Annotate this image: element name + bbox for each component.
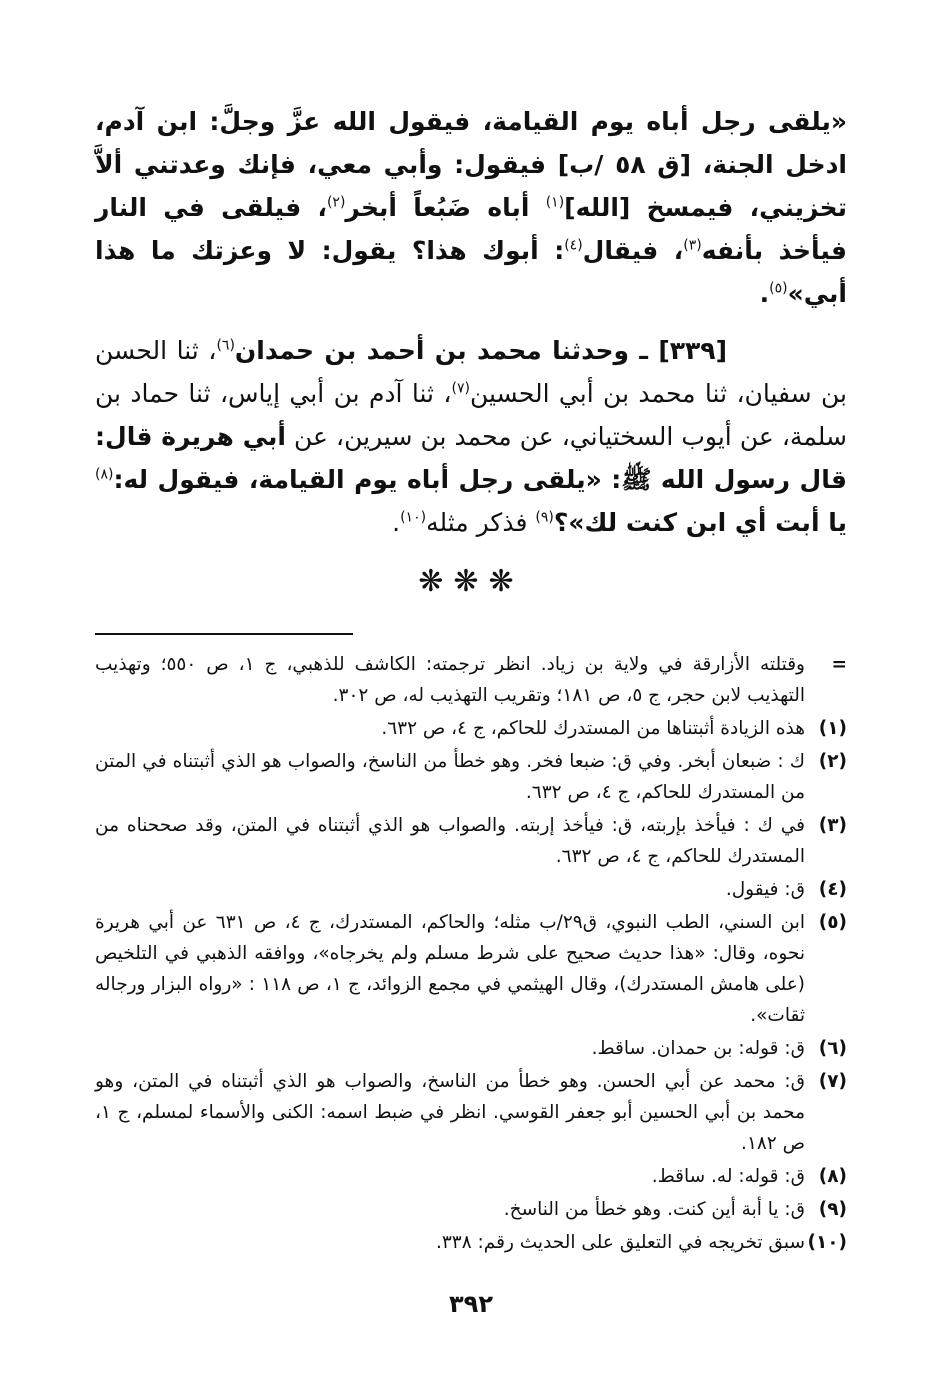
footnote-ref-5[interactable]: (٥) bbox=[769, 280, 788, 297]
text-segment: ، ثنا الحسن بن سفيان، ثنا محمد بن أبي الحسين bbox=[95, 336, 848, 408]
footnote-text: في ك : فيأخذ بإربته، ق: فيأخذ إربته. والصواب هو الذي أثبتناه في المتن، وقد صححناه من المستدرك للحاكم، ج ٤، ص ٦٣٢. bbox=[95, 815, 805, 867]
footnote-text: ك : ضبعان أبخر. وفي ق: ضبعا فخر. وهو خطأ من الناسخ، والصواب هو الذي أثبتناه في المتن من المستدرك للحاكم، ج ٤، ص ٦٣٢. bbox=[95, 751, 805, 803]
footnote-item bbox=[95, 713, 847, 744]
text-segment: ، فيلقى في النار فيأخذ بأنفه bbox=[95, 193, 847, 265]
footnote-item bbox=[95, 1194, 847, 1225]
footnote-text: ق: قوله: له. ساقط. bbox=[651, 1166, 805, 1187]
text-segment: «يلقى رجل أباه يوم القيامة، فيقول الله عزَّ وجلَّ: ابن آدم، ادخل الجنة، [ق ٥٨ /ب] فيقول: وأبي معي، فإنك وعدتني ألاَّ تخزيني، فيمسخ [الله] bbox=[95, 107, 847, 222]
text-segment: أباه ضَبُعاً أبخر bbox=[345, 193, 546, 222]
footnote-text: ق: يا أبة أين كنت. وهو خطأ من الناسخ. bbox=[503, 1199, 805, 1220]
footnote-ref-1[interactable]: (١) bbox=[545, 194, 565, 211]
footnote-number: (٧) bbox=[818, 1071, 847, 1092]
footnote-ref-6[interactable]: (٦) bbox=[216, 337, 235, 354]
text-segment: ، فيقال bbox=[582, 236, 684, 265]
footnote-item bbox=[95, 1161, 847, 1192]
book-page bbox=[95, 100, 847, 1350]
page-number: ٣٩٢ bbox=[449, 1290, 493, 1318]
footnote-item bbox=[95, 649, 847, 711]
footnote-item bbox=[95, 874, 847, 905]
footnote-item bbox=[95, 1227, 847, 1258]
text-segment: . bbox=[759, 279, 770, 308]
text-segment: ، ثنا آدم بن أبي إياس، ثنا حماد بن سلمة، عن أيوب السختياني، عن محمد بن سيرين، عن bbox=[95, 379, 847, 451]
footnote-ref-4[interactable]: (٤) bbox=[564, 237, 583, 254]
footnote-text: ق: قوله: بن حمدان. ساقط. bbox=[591, 1038, 805, 1059]
footnote-number: (٨) bbox=[818, 1166, 847, 1187]
footnote-divider bbox=[95, 633, 353, 635]
hadith-paragraph-1 bbox=[95, 100, 847, 315]
footnote-number: (٥) bbox=[818, 912, 847, 933]
hadith-paragraph-2 bbox=[95, 329, 847, 544]
footnote-ref-7[interactable]: (٧) bbox=[451, 380, 470, 397]
footnote-item bbox=[95, 810, 847, 872]
hadith-number-and-chain: [٣٣٩] ـ وحدثنا محمد بن أحمد بن حمدان bbox=[234, 336, 727, 365]
text-segment-bold: أبي هريرة قال: قال رسول الله ﷺ: «يلقى رجل أباه يوم القيامة، فيقول له: bbox=[95, 422, 847, 494]
footnote-ref-8[interactable]: (٨) bbox=[95, 466, 114, 483]
section-separator: ❋❋❋ bbox=[418, 564, 524, 599]
footnote-text: هذه الزيادة أثبتناها من المستدرك للحاكم، ج ٤، ص ٦٣٢. bbox=[381, 718, 805, 739]
footnote-text: وقتلته الأزارقة في ولاية بن زياد. انظر ترجمته: الكاشف للذهبي، ج ١، ص ٥٥٠؛ وتهذيب التهذيب لابن حجر، ج ٥، ص ١٨١؛ وتقريب التهذيب له، ص ٣٠٢. bbox=[95, 654, 805, 706]
text-segment-bold: يا أبت أي ابن كنت لك»؟ bbox=[553, 508, 847, 537]
footnote-number: (٤) bbox=[818, 879, 847, 900]
footnote-ref-10[interactable]: (١٠) bbox=[400, 509, 427, 526]
footnote-number: = bbox=[831, 654, 847, 675]
footnotes-list bbox=[95, 649, 847, 1258]
footnote-number: (١٠) bbox=[807, 1232, 847, 1253]
footnote-item bbox=[95, 1066, 847, 1159]
footnote-text: ق: محمد عن أبي الحسن. وهو خطأ من الناسخ، والصواب هو الذي أثبتناه في المتن، وهو محمد بن أبي الحسين أبو جعفر القوسي. انظر في ضبط اسمه: الكنى والأسماء لمسلم، ج ١، ص ١٨٢. bbox=[95, 1071, 805, 1154]
footnote-number: (٩) bbox=[818, 1199, 847, 1220]
footnote-text: ق: فيقول. bbox=[725, 879, 805, 900]
text-segment: . bbox=[392, 508, 401, 537]
footnote-number: (٦) bbox=[818, 1038, 847, 1059]
footnote-number: (١) bbox=[818, 718, 847, 739]
footnote-ref-3[interactable]: (٣) bbox=[683, 237, 702, 254]
footnote-item bbox=[95, 1033, 847, 1064]
footnote-text: ابن السني، الطب النبوي، ق٢٩/ب مثله؛ والحاكم، المستدرك، ج ٤، ص ٦٣١ عن أبي هريرة نحوه، وقال: «هذا حديث صحيح على شرط مسلم ولم يخرجاه»، ووافقه الذهبي في التلخيص (على هامش المستدرك)، وقال الهيثمي في مجمع الزوائد، ج ١، ص ١١٨ : «رواه البزار ورجاله ثقات». bbox=[95, 912, 806, 1026]
footnote-number: (٣) bbox=[818, 815, 847, 836]
footnote-ref-2[interactable]: (٢) bbox=[326, 194, 346, 211]
footnote-item bbox=[95, 746, 847, 808]
text-segment: : أبوك هذا؟ يقول: لا وعزتك ما هذا أبي» bbox=[95, 236, 847, 308]
footnote-ref-9[interactable]: (٩) bbox=[535, 509, 554, 526]
footnote-item bbox=[95, 907, 847, 1031]
text-segment: فذكر مثله bbox=[426, 508, 536, 537]
footnote-number: (٢) bbox=[818, 751, 847, 772]
footnote-text: سبق تخريجه في التعليق على الحديث رقم: ٣٣٨. bbox=[435, 1232, 805, 1253]
